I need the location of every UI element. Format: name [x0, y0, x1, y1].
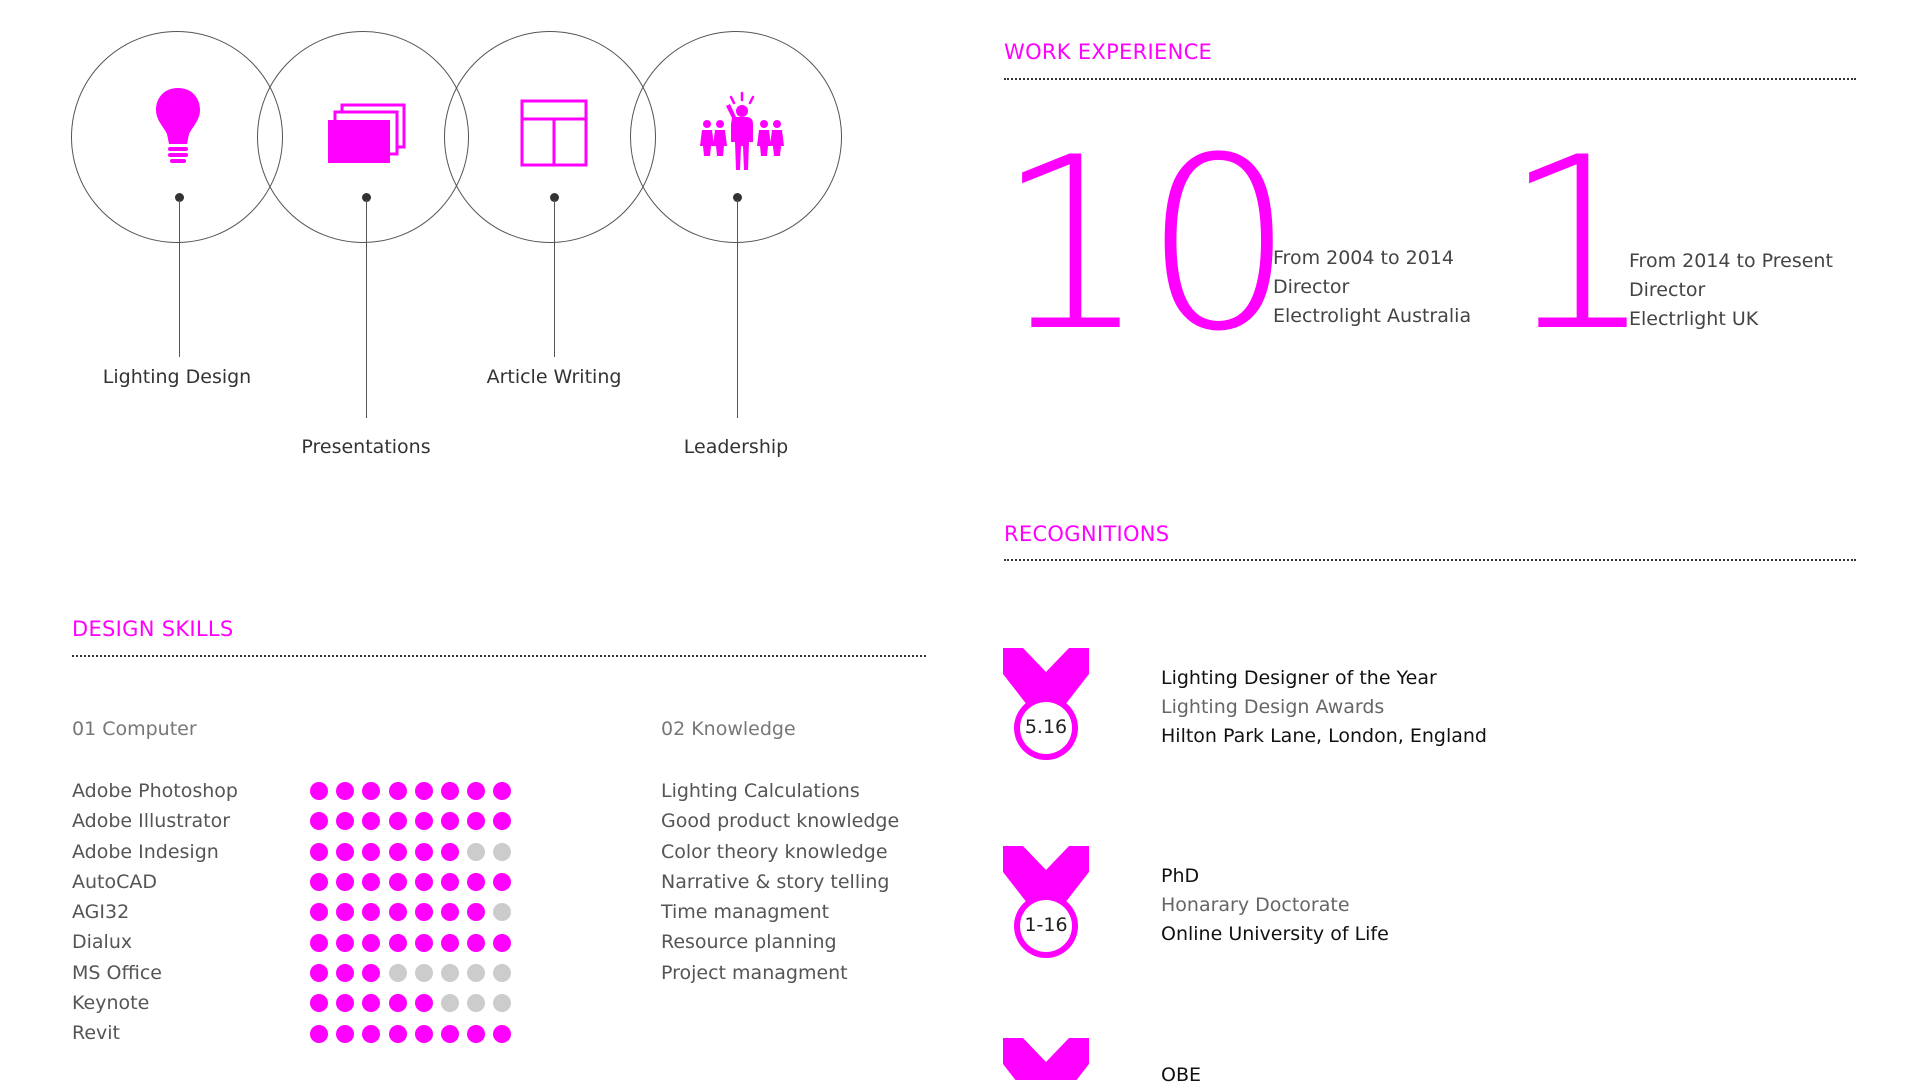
skill-label-lighting-design: Lighting Design — [102, 366, 252, 388]
medal-icon — [1001, 1038, 1091, 1080]
rating-dot-filled — [310, 782, 328, 800]
medal-icon — [1001, 846, 1091, 961]
recognitions-heading: RECOGNITIONS — [1004, 522, 1170, 546]
rating-dot-filled — [467, 782, 485, 800]
rating-dot-empty — [493, 994, 511, 1012]
rating-dot-filled — [310, 1025, 328, 1043]
team-leader-icon — [699, 90, 785, 176]
section-divider — [1004, 78, 1856, 80]
rating-dot-filled — [441, 843, 459, 861]
rating-dot-empty — [493, 843, 511, 861]
computer-skill-name: Adobe Illustrator — [72, 810, 231, 833]
rating-dot-filled — [362, 994, 380, 1012]
connector-line — [554, 200, 555, 357]
rating-dot-filled — [362, 782, 380, 800]
skill-rating-row — [310, 958, 520, 988]
computer-skill-name: Keynote — [72, 992, 150, 1015]
computer-skill-name: Dialux — [72, 931, 133, 954]
skill-rating-row — [310, 927, 520, 957]
rating-dot-filled — [493, 1025, 511, 1043]
skill-label-presentations: Presentations — [301, 436, 431, 458]
rating-dot-filled — [415, 1025, 433, 1043]
rating-dot-filled — [389, 903, 407, 921]
computer-skill-name: AutoCAD — [72, 870, 158, 893]
rating-dot-filled — [310, 843, 328, 861]
knowledge-skill-item: Color theory knowledge — [661, 840, 888, 863]
rating-dot-filled — [415, 812, 433, 830]
computer-skill-name: MS Office — [72, 961, 162, 984]
rating-dot-filled — [389, 1025, 407, 1043]
recognition-place: Online University of Life — [1161, 923, 1389, 945]
rating-dot-filled — [310, 812, 328, 830]
design-skills-heading: DESIGN SKILLS — [72, 617, 234, 641]
knowledge-skill-item: Narrative & story telling — [661, 870, 890, 893]
rating-dot-filled — [389, 812, 407, 830]
rating-dot-filled — [336, 873, 354, 891]
computer-skill-list — [72, 776, 238, 1049]
rating-dot-filled — [467, 812, 485, 830]
rating-dot-filled — [415, 782, 433, 800]
rating-dot-filled — [493, 873, 511, 891]
knowledge-skill-item: Resource planning — [661, 931, 837, 954]
rating-dot-filled — [415, 934, 433, 952]
rating-dot-filled — [310, 934, 328, 952]
experience-company: Electrlight UK — [1629, 308, 1759, 330]
rating-dot-filled — [467, 873, 485, 891]
computer-skill-name: Adobe Photoshop — [72, 780, 238, 802]
experience-company: Electrolight Australia — [1273, 305, 1472, 327]
connector-line — [179, 200, 180, 357]
experience-period: From 2004 to 2014 — [1273, 247, 1454, 269]
skill-rating-row — [310, 897, 520, 927]
rating-dot-filled — [310, 964, 328, 982]
medal-icon — [1001, 648, 1091, 763]
rating-dot-filled — [362, 843, 380, 861]
rating-dot-filled — [362, 934, 380, 952]
connector-line — [737, 200, 738, 418]
rating-dot-filled — [336, 782, 354, 800]
rating-dot-filled — [336, 994, 354, 1012]
rating-dot-filled — [336, 1025, 354, 1043]
rating-dot-filled — [441, 812, 459, 830]
rating-dot-filled — [310, 994, 328, 1012]
rating-dot-filled — [441, 934, 459, 952]
rating-dot-filled — [415, 903, 433, 921]
rating-dot-filled — [389, 994, 407, 1012]
recognition-details-3 — [1161, 1061, 1201, 1090]
light-bulb-icon — [154, 86, 202, 170]
rating-dot-filled — [362, 873, 380, 891]
skill-rating-row — [310, 988, 520, 1018]
skill-rating-row — [310, 806, 520, 836]
knowledge-skill-item: Project managment — [661, 961, 848, 984]
rating-dot-empty — [493, 964, 511, 982]
knowledge-subheading: 02 Knowledge — [661, 718, 796, 740]
stacked-slides-icon — [328, 103, 406, 165]
recognition-org: Honarary Doctorate — [1161, 894, 1350, 916]
experience-details-1 — [1273, 244, 1471, 331]
rating-dot-filled — [493, 782, 511, 800]
recognition-title: Lighting Designer of the Year — [1161, 667, 1437, 689]
rating-dot-filled — [389, 934, 407, 952]
rating-dot-filled — [441, 1025, 459, 1043]
computer-subheading: 01 Computer — [72, 718, 197, 740]
work-experience-heading: WORK EXPERIENCE — [1004, 40, 1213, 64]
rating-dot-empty — [467, 964, 485, 982]
rating-dot-filled — [362, 903, 380, 921]
computer-skill-ratings — [310, 776, 520, 1049]
recognition-details-2 — [1161, 862, 1389, 949]
rating-dot-filled — [389, 782, 407, 800]
knowledge-skill-item: Time managment — [661, 901, 830, 924]
computer-skill-name: Adobe Indesign — [72, 840, 219, 863]
medal-badge-text: 1-16 — [1024, 914, 1068, 936]
rating-dot-filled — [310, 903, 328, 921]
rating-dot-empty — [467, 994, 485, 1012]
rating-dot-filled — [441, 782, 459, 800]
rating-dot-filled — [493, 934, 511, 952]
experience-years-1: 10 — [996, 107, 1291, 384]
rating-dot-filled — [441, 873, 459, 891]
rating-dot-empty — [467, 843, 485, 861]
rating-dot-filled — [415, 843, 433, 861]
medal-badge-text: 5.16 — [1024, 716, 1068, 738]
recognition-details-1 — [1161, 664, 1487, 751]
knowledge-skill-item: Lighting Calculations — [661, 780, 860, 802]
experience-role: Director — [1629, 279, 1706, 301]
knowledge-skill-list — [661, 776, 899, 988]
skill-rating-row — [310, 867, 520, 897]
recognition-title: OBE — [1161, 1064, 1201, 1086]
rating-dot-filled — [389, 843, 407, 861]
rating-dot-filled — [467, 934, 485, 952]
layout-grid-icon — [520, 99, 588, 167]
rating-dot-filled — [415, 994, 433, 1012]
rating-dot-filled — [493, 812, 511, 830]
experience-years-2: 1 — [1503, 107, 1651, 384]
rating-dot-filled — [362, 812, 380, 830]
rating-dot-filled — [336, 964, 354, 982]
rating-dot-empty — [415, 964, 433, 982]
rating-dot-empty — [389, 964, 407, 982]
recognition-title: PhD — [1161, 865, 1200, 887]
rating-dot-filled — [362, 1025, 380, 1043]
rating-dot-filled — [310, 873, 328, 891]
section-divider — [72, 655, 926, 657]
rating-dot-filled — [336, 843, 354, 861]
rating-dot-empty — [493, 903, 511, 921]
rating-dot-filled — [336, 903, 354, 921]
rating-dot-filled — [389, 873, 407, 891]
rating-dot-filled — [336, 812, 354, 830]
experience-role: Director — [1273, 276, 1350, 298]
experience-details-2 — [1629, 247, 1833, 334]
rating-dot-filled — [362, 964, 380, 982]
skill-label-leadership: Leadership — [683, 436, 789, 458]
computer-skill-name: AGI32 — [72, 901, 130, 924]
knowledge-skill-item: Good product knowledge — [661, 810, 900, 833]
connector-line — [366, 200, 367, 418]
rating-dot-empty — [441, 964, 459, 982]
rating-dot-filled — [467, 903, 485, 921]
skill-rating-row — [310, 837, 520, 867]
rating-dot-filled — [415, 873, 433, 891]
recognition-org: Lighting Design Awards — [1161, 696, 1385, 718]
skill-label-article-writing: Article Writing — [486, 366, 622, 388]
recognition-place: Hilton Park Lane, London, England — [1161, 725, 1487, 747]
skill-rating-row — [310, 776, 520, 806]
rating-dot-filled — [336, 934, 354, 952]
section-divider — [1004, 559, 1856, 561]
experience-period: From 2014 to Present — [1629, 250, 1833, 272]
rating-dot-filled — [441, 903, 459, 921]
computer-skill-name: Revit — [72, 1022, 121, 1045]
rating-dot-empty — [441, 994, 459, 1012]
skill-rating-row — [310, 1018, 520, 1048]
rating-dot-filled — [467, 1025, 485, 1043]
